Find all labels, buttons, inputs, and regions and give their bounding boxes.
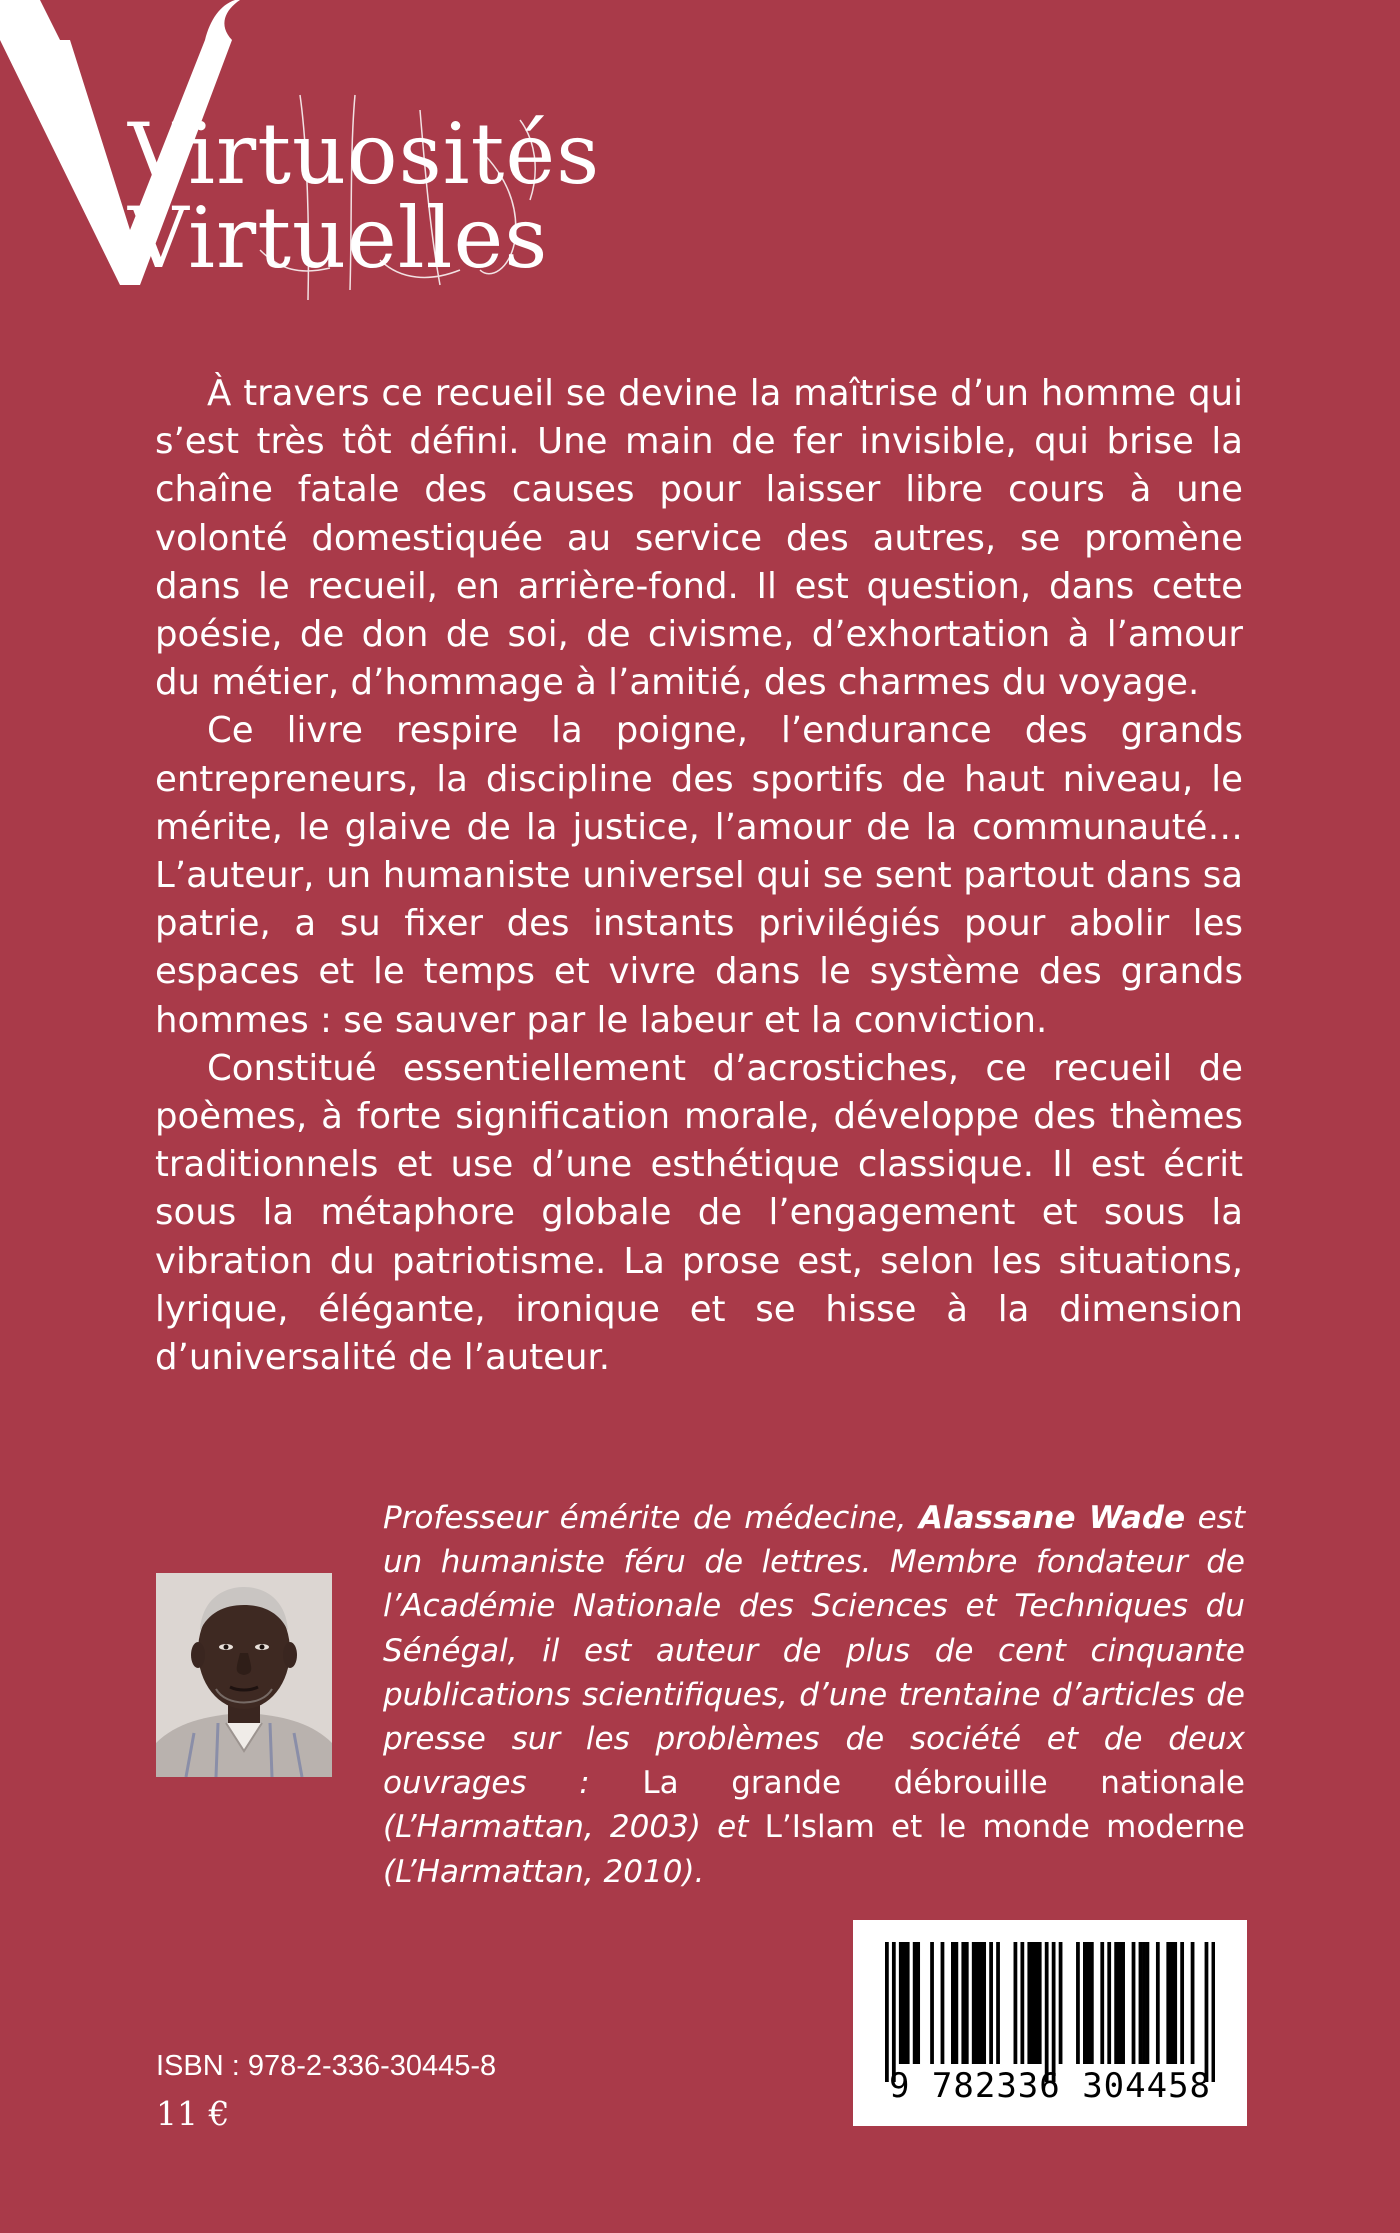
barcode <box>853 1920 1247 2126</box>
barcode-bar <box>1059 1942 1063 2064</box>
barcode-bar <box>885 1942 889 2082</box>
barcode-bar <box>975 1942 979 2064</box>
barcode-bar <box>902 1942 906 2064</box>
barcode-bar <box>989 1942 993 2064</box>
bio-connector: et <box>700 1809 765 1846</box>
barcode-bar <box>1045 1942 1049 2082</box>
barcode-bar <box>1142 1942 1146 2064</box>
barcode-bar <box>1020 1942 1024 2064</box>
title-line-1: Virtuosités <box>128 105 601 203</box>
author-bio-paragraph <box>383 1496 1245 1894</box>
barcode-bar <box>892 1942 896 2082</box>
barcode-bar <box>1107 1942 1111 2064</box>
barcode-bar <box>1212 1942 1215 2082</box>
barcode-bar <box>913 1942 917 2064</box>
description-paragraph-1: À travers ce recueil se devine la maîtrise d’un homme qui s’est très tôt défini. Une main de fer invisible, qui brise la chaîne fatale des causes pour laisser libre cours à une volonté domestiquée au service des autres, se promène dans le recueil, en arrière-fond. Il est question, dans cette poésie, de don de soi, de civisme, d’exhortation à l’amour du métier, d’hommage à l’amitié, des charmes du voyage. <box>155 373 1243 704</box>
barcode-bar <box>1205 1942 1209 2082</box>
description-paragraph-2: Ce livre respire la poigne, l’endurance des grands entrepreneurs, la discipline des sportifs de haut niveau, le mérite, le glaive de la justice, l’amour de la communauté… L’auteur, un humaniste universel qui se sent partout dans sa patrie, a su fixer des instants privilégiés pour abolir les espaces et le temps et vivre dans le système des grands hommes : se sauver par le labeur et la conviction. <box>155 710 1243 1041</box>
barcode-bar <box>1118 1942 1122 2064</box>
book2-publisher: (L’Harmattan, 2010). <box>383 1853 705 1890</box>
barcode-bar <box>1156 1942 1160 2064</box>
barcode-bar <box>941 1942 945 2064</box>
book2-title: L’Islam et le monde moderne <box>764 1809 1246 1846</box>
barcode-bar <box>979 1942 983 2064</box>
barcode-bar <box>1086 1942 1090 2064</box>
barcode-bar <box>1114 1942 1118 2064</box>
barcode-bar <box>1121 1942 1125 2064</box>
book1-title: La grande débrouille nationale <box>642 1765 1245 1802</box>
barcode-bar <box>1180 1942 1184 2064</box>
barcode-bars <box>885 1942 1215 2082</box>
barcode-bar <box>906 1942 910 2064</box>
barcode-bar <box>1139 1942 1143 2064</box>
barcode-bar <box>1166 1942 1170 2064</box>
barcode-bar <box>961 1942 965 2064</box>
barcode-bar <box>1191 1942 1195 2064</box>
barcode-bar <box>972 1942 976 2064</box>
barcode-bar <box>899 1942 903 2064</box>
barcode-bar <box>996 1942 1000 2064</box>
barcode-bar <box>1076 1942 1080 2064</box>
barcode-bar <box>1027 1942 1031 2064</box>
bio-main: est un humaniste féru de lettres. Membre fondateur de l’Académie Nationale des Sciences et Techniques du Sénégal, il est auteur de plus de cent cinquante publications scientifiques, d’une trentaine d’articles de presse sur les problèmes de société et de deux ouvrages : <box>383 1500 1245 1802</box>
barcode-digits: 9 782336 304458 <box>888 2066 1212 2106</box>
description-paragraph-3: Constitué essentiellement d’acrostiches, ce recueil de poèmes, à forte signification morale, développe des thèmes traditionnels et use d’une esthétique classique. Il est écrit sous la métaphore globale de l’engagement et sous la vibration du patriotisme. La prose est, selon les situations, lyrique, élégante, ironique et se hisse à la dimension d’universalité de l’auteur. <box>155 1047 1243 1379</box>
author-photo <box>156 1573 332 1777</box>
book1-publisher: (L’Harmattan, 2003) <box>383 1809 701 1846</box>
barcode-bar <box>1146 1942 1150 2064</box>
barcode-bar <box>1170 1942 1174 2064</box>
barcode-bar <box>965 1942 969 2064</box>
barcode-bar <box>1031 1942 1035 2064</box>
barcode-bar <box>1100 1942 1104 2064</box>
barcode-bar <box>951 1942 955 2064</box>
barcode-bar <box>1173 1942 1177 2064</box>
barcode-bar <box>916 1942 920 2064</box>
barcode-bar <box>1090 1942 1094 2064</box>
title-line-2: Virtuelles <box>128 189 549 287</box>
price-label: 11 € <box>156 2094 230 2133</box>
bio-intro: Professeur émérite de médecine, <box>383 1500 920 1536</box>
author-bio <box>383 1496 1245 1894</box>
isbn-label: ISBN : 978-2-336-30445-8 <box>156 2050 497 2082</box>
barcode-bar <box>1038 1942 1042 2064</box>
barcode-bar <box>982 1942 986 2064</box>
barcode-bar <box>1014 1942 1018 2064</box>
title-logo <box>0 0 601 300</box>
author-name: Alassane Wade <box>919 1500 1186 1536</box>
barcode-bar <box>1052 1942 1056 2082</box>
back-cover-description <box>155 370 1243 1382</box>
barcode-bar <box>1132 1942 1136 2064</box>
barcode-bar <box>1083 1942 1087 2064</box>
barcode-bar <box>954 1942 958 2064</box>
barcode-bar <box>930 1942 934 2064</box>
barcode-bar <box>1034 1942 1038 2064</box>
